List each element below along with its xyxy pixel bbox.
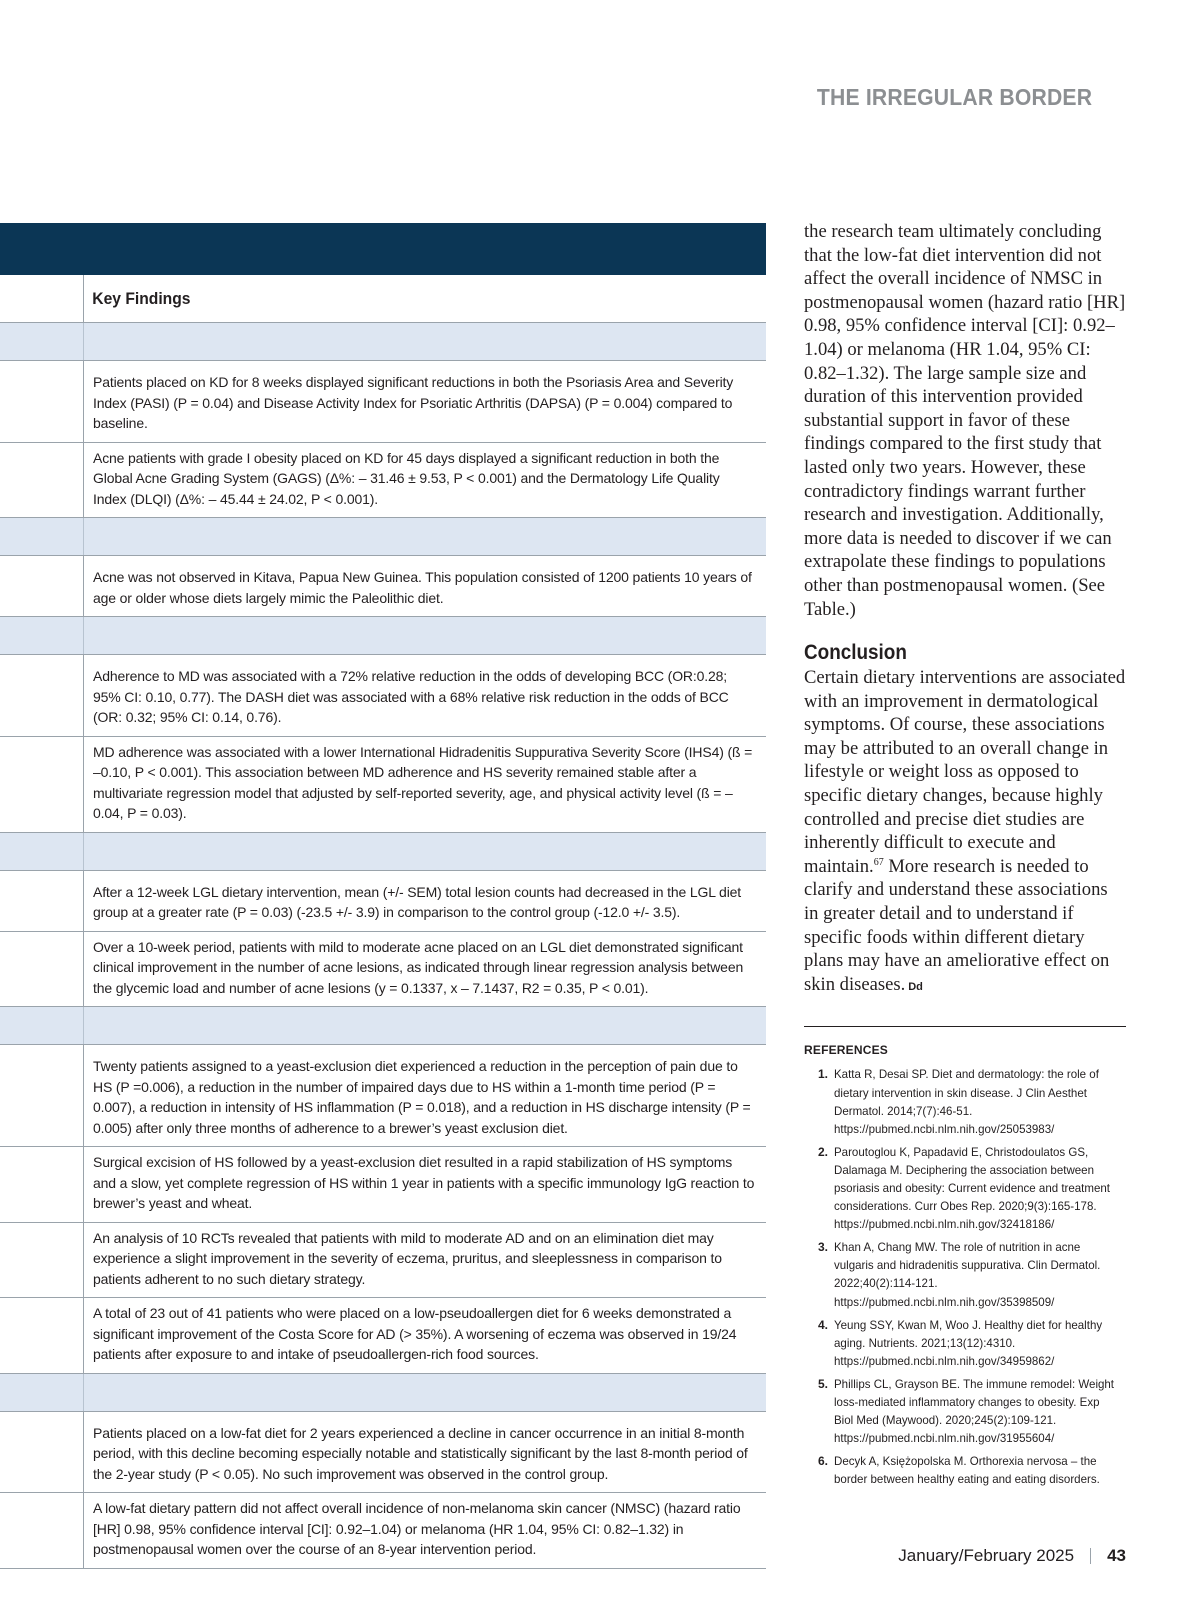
reference-text: Katta R, Desai SP. Diet and dermatology: the role of dietary intervention in skin disease. J Clin Aesthet Dermatol. 2014;7(7):46-51. https://pubmed.ncbi.nlm.nih.gov/25053983/ <box>834 1067 1099 1136</box>
table-title-bar <box>0 223 766 275</box>
reference-item <box>804 1375 1126 1447</box>
finding-text: Acne patients with grade I obesity placed on KD for 45 days displayed a significant reduction in both the Global Acne Grading System (GAGS) (Δ%: – 31.46 ± 9.53, P < 0.001) and the Dermatology Life Quality Index (DLQI) (Δ%: – 45.44 ± 24.02, P < 0.001). <box>93 449 720 507</box>
table-row <box>0 1298 766 1374</box>
references-heading: REFERENCES <box>804 1043 889 1058</box>
reference-number: 1. <box>817 1067 828 1082</box>
body-paragraph: the research team ultimately concluding that the low-fat diet intervention did not affect the overall incidence of NMSC in postmenopausal women (hazard ratio [HR] 0.98, 95% confidence interval [CI]: 0.92–1.04) or melanoma (HR 1.04, 95% CI: 0.82–1.32). The large sample size and duration of this intervention provided substantial support in favor of these findings compared to the first study that lasted only two years. However, these contradictory findings warrant further research and investigation. Additionally, more data is needed to discover if we can extrapolate these findings to populations other than postmenopausal women. (See Table.) <box>804 221 1126 620</box>
references-list <box>804 1065 1126 1488</box>
table-row <box>0 871 766 932</box>
finding-text: A low-fat dietary pattern did not affect overall incidence of non-melanoma skin cancer (NMSC) (hazard ratio [HR] 0.98, 95% confidence interval [CI]: 0.92–1.04) or melanoma (HR 1.04, 95% CI: 0.82–1.32) in postmenopausal women over the course of an 8-year intervention period. <box>93 1500 741 1557</box>
reference-number: 3. <box>817 1240 828 1255</box>
issue-date: January/February 2025 <box>898 1546 1075 1565</box>
reference-item <box>804 1143 1126 1233</box>
table-row <box>0 556 766 617</box>
finding-text: A total of 23 out of 41 patients who were placed on a low-pseudoallergen diet for 6 weeks demonstrated a significant improvement of the Costa Score for AD (> 35%). A worsening of eczema was observed in 19/24 patients after exposure to and intake of pseudoallergen-rich food sources. <box>93 1305 737 1362</box>
citation-number: 67 <box>873 856 884 868</box>
reference-item <box>804 1238 1126 1310</box>
table-row <box>0 361 766 443</box>
conclusion-text: Certain dietary interventions are associated with an improvement in dermatological symptoms. Of course, these associations may be attributed to an overall change in lifestyle or weight loss as opposed to specific dietary changes, because highly controlled and precise diet studies are inherently difficult to execute and maintain. <box>804 667 1126 877</box>
findings-table <box>0 223 766 1569</box>
finding-text: An analysis of 10 RCTs revealed that patients with mild to moderate AD and on an elimination diet may experience a slight improvement in the severity of eczema, pruritus, and sleeplessness in comparison to patients adherent to no such dietary strategy. <box>93 1229 722 1287</box>
finding-text: Acne was not observed in Kitava, Papua New Guinea. This population consisted of 1200 patients 10 years of age or older whose diets largely mimic the Paleolithic diet. <box>93 569 752 606</box>
reference-text: Paroutoglou K, Papadavid E, Christodoulatos GS, Dalamaga M. Deciphering the association between psoriasis and obesity: Current evidence and treatment considerations. Curr Obes Rep. 2020;9(3):165-178. https://pubmed.ncbi.nlm.nih.gov/32418186/ <box>834 1144 1110 1232</box>
finding-text: Patients placed on KD for 8 weeks displayed significant reductions in both the Psoriasis Area and Severity Index (PASI) (P = 0.04) and Disease Activity Index for Psoriatic Arthritis (DAPSA) (P = 0.004) compared to baseline. <box>93 374 734 431</box>
table-row <box>0 1223 766 1299</box>
page-footer <box>898 1546 1126 1566</box>
conclusion-heading: Conclusion <box>804 641 907 665</box>
table-row <box>0 655 766 737</box>
table-section-band <box>0 323 766 361</box>
reference-text: Yeung SSY, Kwan M, Woo J. Healthy diet for healthy aging. Nutrients. 2021;13(12):4310. https://pubmed.ncbi.nlm.nih.gov/34959862/ <box>834 1317 1103 1368</box>
reference-item <box>804 1065 1126 1137</box>
finding-text: Patients placed on a low-fat diet for 2 years experienced a decline in cancer occurrence in an initial 8-month period, with this decline becoming especially notable and statistically significant by the last 8-month period of the 2-year study (P < 0.05). No such improvement was observed in the control group. <box>93 1424 748 1482</box>
reference-item <box>804 1316 1126 1370</box>
table-row <box>0 1045 766 1147</box>
table-section-band <box>0 1007 766 1045</box>
table-row <box>0 1147 766 1223</box>
table-column-header <box>0 275 766 323</box>
table-section-band <box>0 1374 766 1412</box>
table-section-band <box>0 617 766 655</box>
table-body <box>0 323 766 1569</box>
table-row <box>0 443 766 519</box>
finding-text: Surgical excision of HS followed by a yeast-exclusion diet resulted in a rapid stabilization of HS symptoms and a slow, yet complete regression of HS within 1 year in patients with a specific immunology IgG reaction to brewer’s yeast and wheat. <box>93 1154 755 1211</box>
page-number: 43 <box>1107 1546 1126 1565</box>
finding-text: Twenty patients assigned to a yeast-exclusion diet experienced a reduction in the perception of pain due to HS (P =0.006), a reduction in the number of impaired days due to HS within a 1-month time period (P = 0.007), a reduction in intensity of HS inflammation (P = 0.018), and a reduction in HS discharge intensity (P = 0.005) after only three months of adherence to a brewer’s yeast exclusion diet. <box>93 1058 751 1136</box>
table-section-band <box>0 518 766 556</box>
end-mark: Dd <box>908 980 923 993</box>
finding-text: MD adherence was associated with a lower International Hidradenitis Suppurativa Severity Score (IHS4) (ß = –0.10, P < 0.001). This association between MD adherence and HS severity remained stable after a multivariate regression model that adjusted by self-reported severity, age, and physical activity level (ß = –0.04, P = 0.03). <box>93 743 753 821</box>
footer-divider <box>1090 1548 1091 1564</box>
finding-text: Over a 10-week period, patients with mild to moderate acne placed on an LGL diet demonstrated significant clinical improvement in the number of acne lesions, as indicated through linear regression analysis between the glycemic load and number of acne lesions (y = 0.1337, x – 7.1437, R2 = 0.35, P < 0.01). <box>93 938 744 996</box>
table-row <box>0 932 766 1008</box>
reference-item <box>804 1452 1126 1488</box>
table-section-band <box>0 833 766 871</box>
section-title: THE IRREGULAR BORDER <box>816 84 1092 110</box>
reference-number: 5. <box>817 1376 828 1391</box>
reference-number: 6. <box>817 1454 828 1469</box>
reference-number: 4. <box>817 1317 828 1332</box>
finding-text: After a 12-week LGL dietary intervention, mean (+/- SEM) total lesion counts had decreased in the LGL diet group at a greater rate (P = 0.03) (-23.5 +/- 3.9) in comparison to the control group (-12.0 +/- 3.5). <box>93 883 742 920</box>
reference-number: 2. <box>817 1144 828 1159</box>
table-row <box>0 1493 766 1569</box>
finding-text: Adherence to MD was associated with a 72% relative reduction in the odds of developing BCC (OR:0.28; 95% CI: 0.10, 0.77). The DASH diet was associated with a 68% relative risk reduction in the odds of BCC (OR: 0.32; 95% CI: 0.14, 0.76). <box>93 668 729 725</box>
references-divider <box>804 1026 1126 1027</box>
table-row <box>0 737 766 833</box>
reference-text: Decyk A, Księżopolska M. Orthorexia nervosa – the border between healthy eating and eating disorders. <box>834 1454 1100 1487</box>
article-column <box>804 220 1126 1493</box>
key-findings-header: Key Findings <box>92 288 191 308</box>
table-row <box>0 1412 766 1494</box>
reference-text: Khan A, Chang MW. The role of nutrition in acne vulgaris and hidradenitis suppurativa. Clin Dermatol. 2022;40(2):114-121. https://pubmed.ncbi.nlm.nih.gov/35398509/ <box>834 1240 1101 1309</box>
conclusion-paragraph <box>804 666 1126 999</box>
conclusion-text-continued: More research is needed to clarify and understand these associations in greater detail and to understand if specific foods within different dietary plans may have an ameliorative effect on skin diseases. <box>804 855 1110 995</box>
reference-text: Phillips CL, Grayson BE. The immune remodel: Weight loss-mediated inflammatory changes to obesity. Exp Biol Med (Maywood). 2020;245(2):109-121. https://pubmed.ncbi.nlm.nih.gov/31955604/ <box>834 1376 1115 1446</box>
